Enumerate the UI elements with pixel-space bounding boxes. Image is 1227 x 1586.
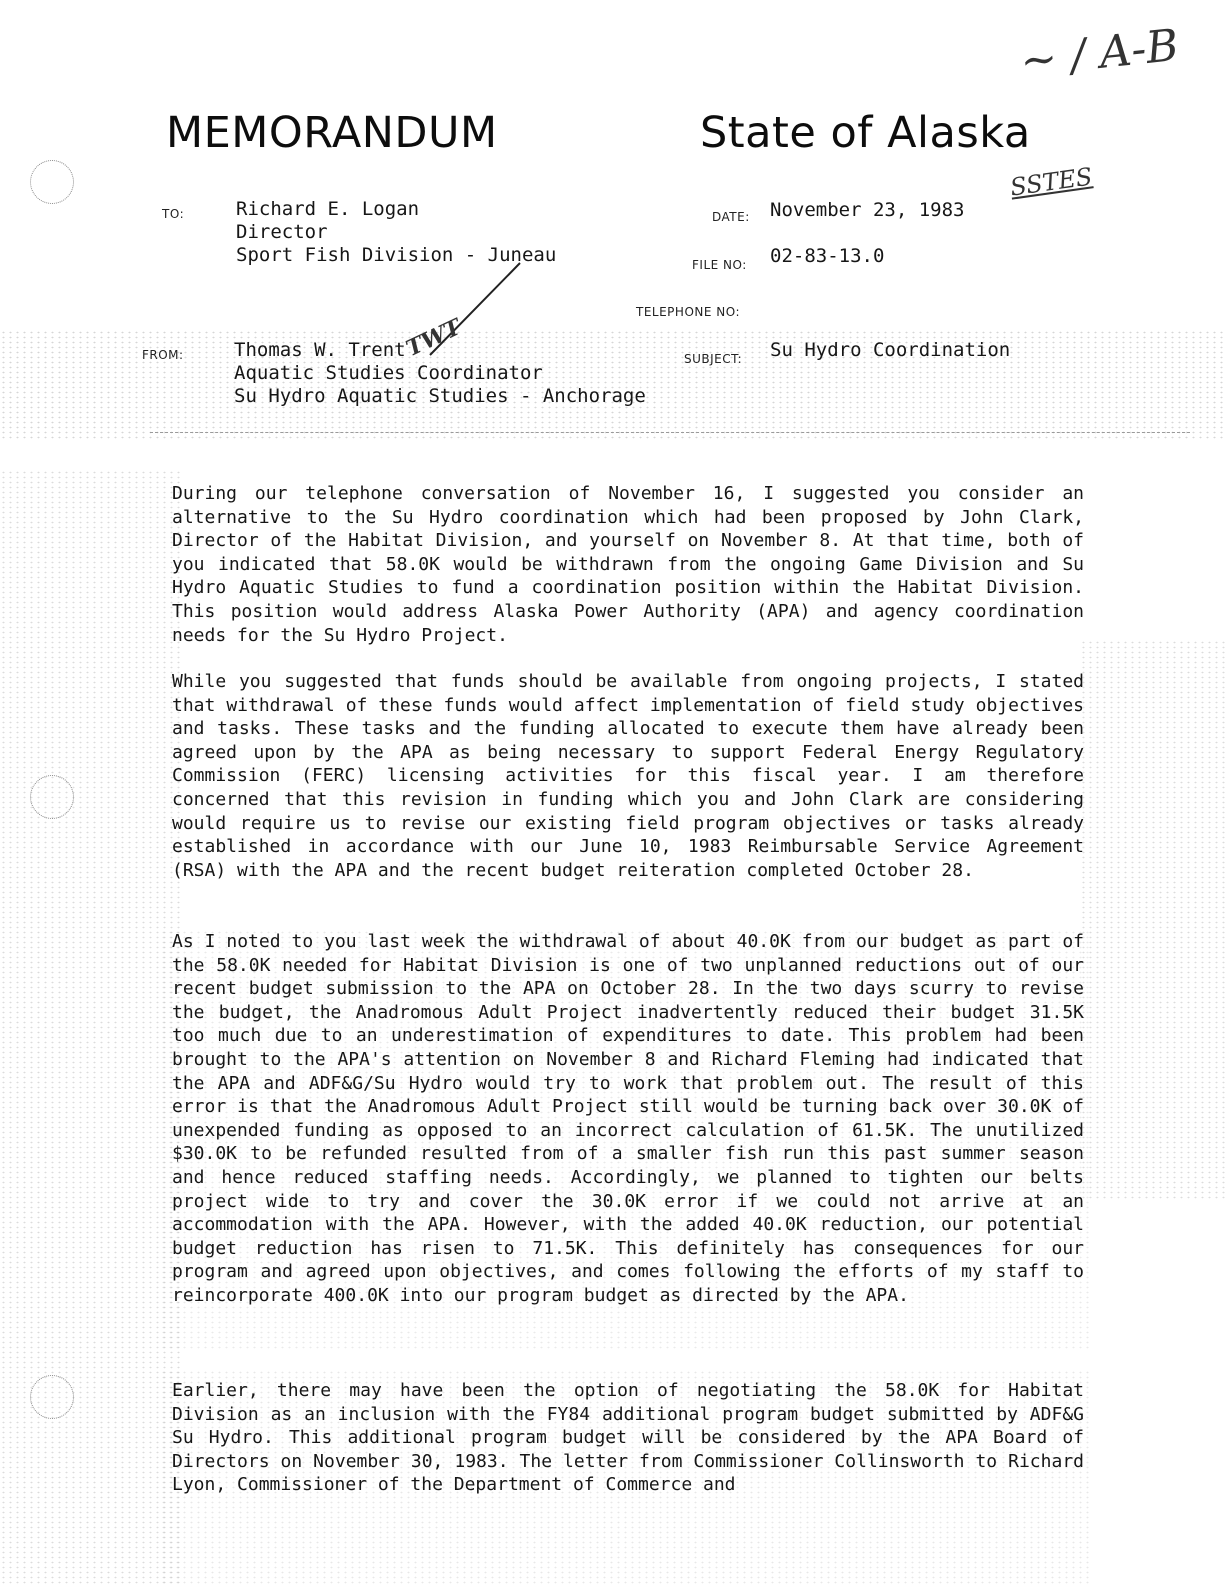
to-title: Director <box>236 221 328 243</box>
file-label: FILE NO: <box>692 258 747 272</box>
to-block <box>236 198 556 267</box>
subject-label: SUBJECT: <box>684 352 743 366</box>
to-name: Richard E. Logan <box>236 198 420 220</box>
to-division: Sport Fish Division - Juneau <box>236 244 557 266</box>
telephone-label: TELEPHONE NO: <box>636 305 741 319</box>
file-value: 02-83-13.0 <box>770 245 885 267</box>
date-value: November 23, 1983 <box>770 199 965 221</box>
body-paragraph-2: While you suggested that funds should be available from ongoing projects, I stated that withdrawal of these funds would affect implementation of field study objectives and tasks. These tasks and the funding allocated to execute them have already been agreed upon by the APA as being necessary to support Federal Energy Regulatory Commission (FERC) licensing activities for this fiscal year. I am therefore concerned that this revision in funding which you and John Clark are considering would require us to revise our existing field program objectives or tasks already established in accordance with our June 10, 1983 Reimbursable Service Agreement (RSA) with the APA and the recent budget reiteration completed October 28. <box>172 671 1084 881</box>
body-paragraph-1: During our telephone conversation of November 16, I suggested you consider an alternative to the Su Hydro coordination which had been proposed by John Clark, Director of the Habitat Division, and yourself on November 8. At that time, both of you indicated that 58.0K would be withdrawn from the ongoing Game Division and Su Hydro Aquatic Studies to fund a coordination position within the Habitat Division. This position would address Alaska Power Authority (APA) and agency coordination needs for the Su Hydro Project. <box>172 483 1084 646</box>
scan-noise <box>1080 640 1227 1200</box>
handwritten-signature: TWT <box>402 314 466 362</box>
date-label: DATE: <box>712 210 750 224</box>
from-title: Aquatic Studies Coordinator <box>234 362 543 384</box>
punch-hole <box>30 775 74 819</box>
punch-hole <box>30 160 74 204</box>
handwritten-initials: SSTES <box>1008 162 1094 202</box>
body-paragraph-3: As I noted to you last week the withdrawal of about 40.0K from our budget as part of the 58.0K needed for Habitat Division is one of two unplanned reductions out of our recent budget submission to the APA on October 28. In the two days scurry to revise the budget, the Anadromous Adult Project inadvertently reduced their budget 31.5K too much due to an underestimation of expenditures to date. This problem had been brought to the APA's attention on November 8 and Richard Fleming had indicated that the APA and ADF&G/Su Hydro would try to work that problem out. The result of this error is that the Anadromous Adult Project still would be turning back over 30.0K of unexpended funding as opposed to an incorrect calculation of 61.5K. The unutilized $30.0K to be refunded resulted from of a smaller fish run this past summer season and hence reduced staffing needs. Accordingly, we planned to tighten our belts project wide to try and cover the 30.0K error if we could not arrive at an accommodation with the APA. However, with the added 40.0K reduction, our potential budget reduction has risen to 71.5K. This definitely has consequences for our program and agreed upon objectives, and comes following the efforts of my staff to reincorporate 400.0K into our program budget as directed by the APA. <box>172 931 1084 1306</box>
subject-value: Su Hydro Coordination <box>770 339 1011 361</box>
handwritten-mark: ~ / A-B <box>1017 19 1181 88</box>
body-paragraph-4: Earlier, there may have been the option of negotiating the 58.0K for Habitat Division as an inclusion with the FY84 additional program budget submitted by ADF&G Su Hydro. This additional program budget will be considered by the APA Board of Directors on November 30, 1983. The letter from Commissioner Collinsworth to Richard Lyon, Commissioner of the Department of Commerce and <box>172 1380 1084 1496</box>
memo-title: MEMORANDUM <box>166 108 498 158</box>
from-office: Su Hydro Aquatic Studies - Anchorage <box>234 385 646 407</box>
to-label: TO: <box>162 207 185 221</box>
from-name: Thomas W. Trent <box>234 339 406 361</box>
punch-hole <box>30 1375 74 1419</box>
from-block <box>234 339 646 408</box>
scan-noise <box>0 470 180 1586</box>
state-title: State of Alaska <box>700 108 1031 158</box>
from-label: FROM: <box>142 348 184 362</box>
header-divider <box>150 432 1190 433</box>
